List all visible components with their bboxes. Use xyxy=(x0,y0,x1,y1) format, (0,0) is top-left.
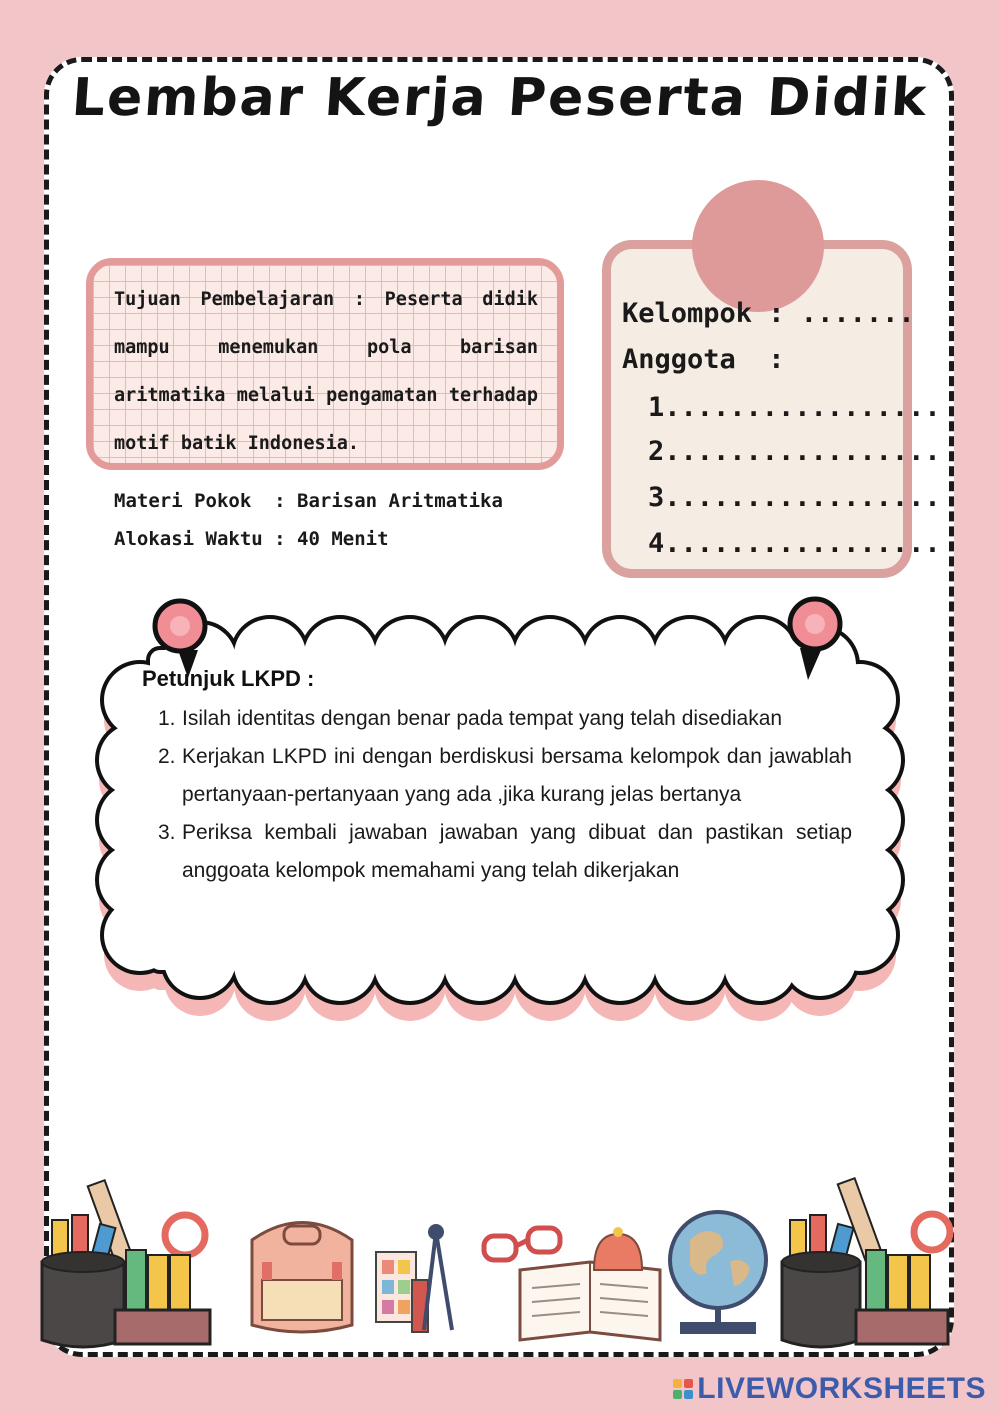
member-field-4[interactable]: 4................. xyxy=(648,528,941,559)
page-title: Lembar Kerja Peserta Didik xyxy=(69,68,931,128)
list-item: 2. Kerjakan LKPD ini dengan berdiskusi bersama kelompok dan jawablah pertanyaan-pertanyaan yang ada ,jika kurang jelas bertanya xyxy=(158,745,852,806)
list-item: 1. Isilah identitas dengan benar pada tempat yang telah disediakan xyxy=(158,707,783,730)
paint-set-icon xyxy=(376,1252,428,1332)
open-book-icon xyxy=(520,1262,660,1340)
group-name-field[interactable]: Kelompok : ....... xyxy=(622,298,915,329)
members-label: Anggota : xyxy=(622,344,785,375)
member-field-2[interactable]: 2................. xyxy=(648,436,941,467)
learning-goal-text: Tujuan Pembelajaran : Peserta didik mampu menemukan pola barisan aritmatika melalui pengamatan terhadap motif batik Indonesia. xyxy=(114,289,538,454)
list-item: 3. Periksa kembali jawaban jawaban yang dibuat dan pastikan setiap anggoata kelompok memahami yang telah dikerjakan xyxy=(158,821,852,882)
pencil-cup-right-icon xyxy=(782,1178,950,1347)
pencil-cup-icon xyxy=(42,1180,210,1347)
backpack-icon xyxy=(252,1223,352,1333)
brand-name: LIVEWORKSHEETS xyxy=(697,1372,986,1405)
liveworksheets-brand[interactable] xyxy=(673,1372,986,1406)
liveworksheets-logo-icon xyxy=(673,1379,693,1399)
member-field-3[interactable]: 3................. xyxy=(648,482,941,513)
time-allocation: Alokasi Waktu : 40 Menit xyxy=(114,528,389,550)
glasses-icon xyxy=(484,1228,560,1260)
instructions-title: Petunjuk LKPD : xyxy=(142,666,315,691)
subject-matter: Materi Pokok : Barisan Aritmatika xyxy=(114,490,503,512)
bell-icon xyxy=(594,1227,642,1270)
member-field-1[interactable]: 1................. xyxy=(648,392,941,423)
globe-icon xyxy=(670,1212,766,1334)
